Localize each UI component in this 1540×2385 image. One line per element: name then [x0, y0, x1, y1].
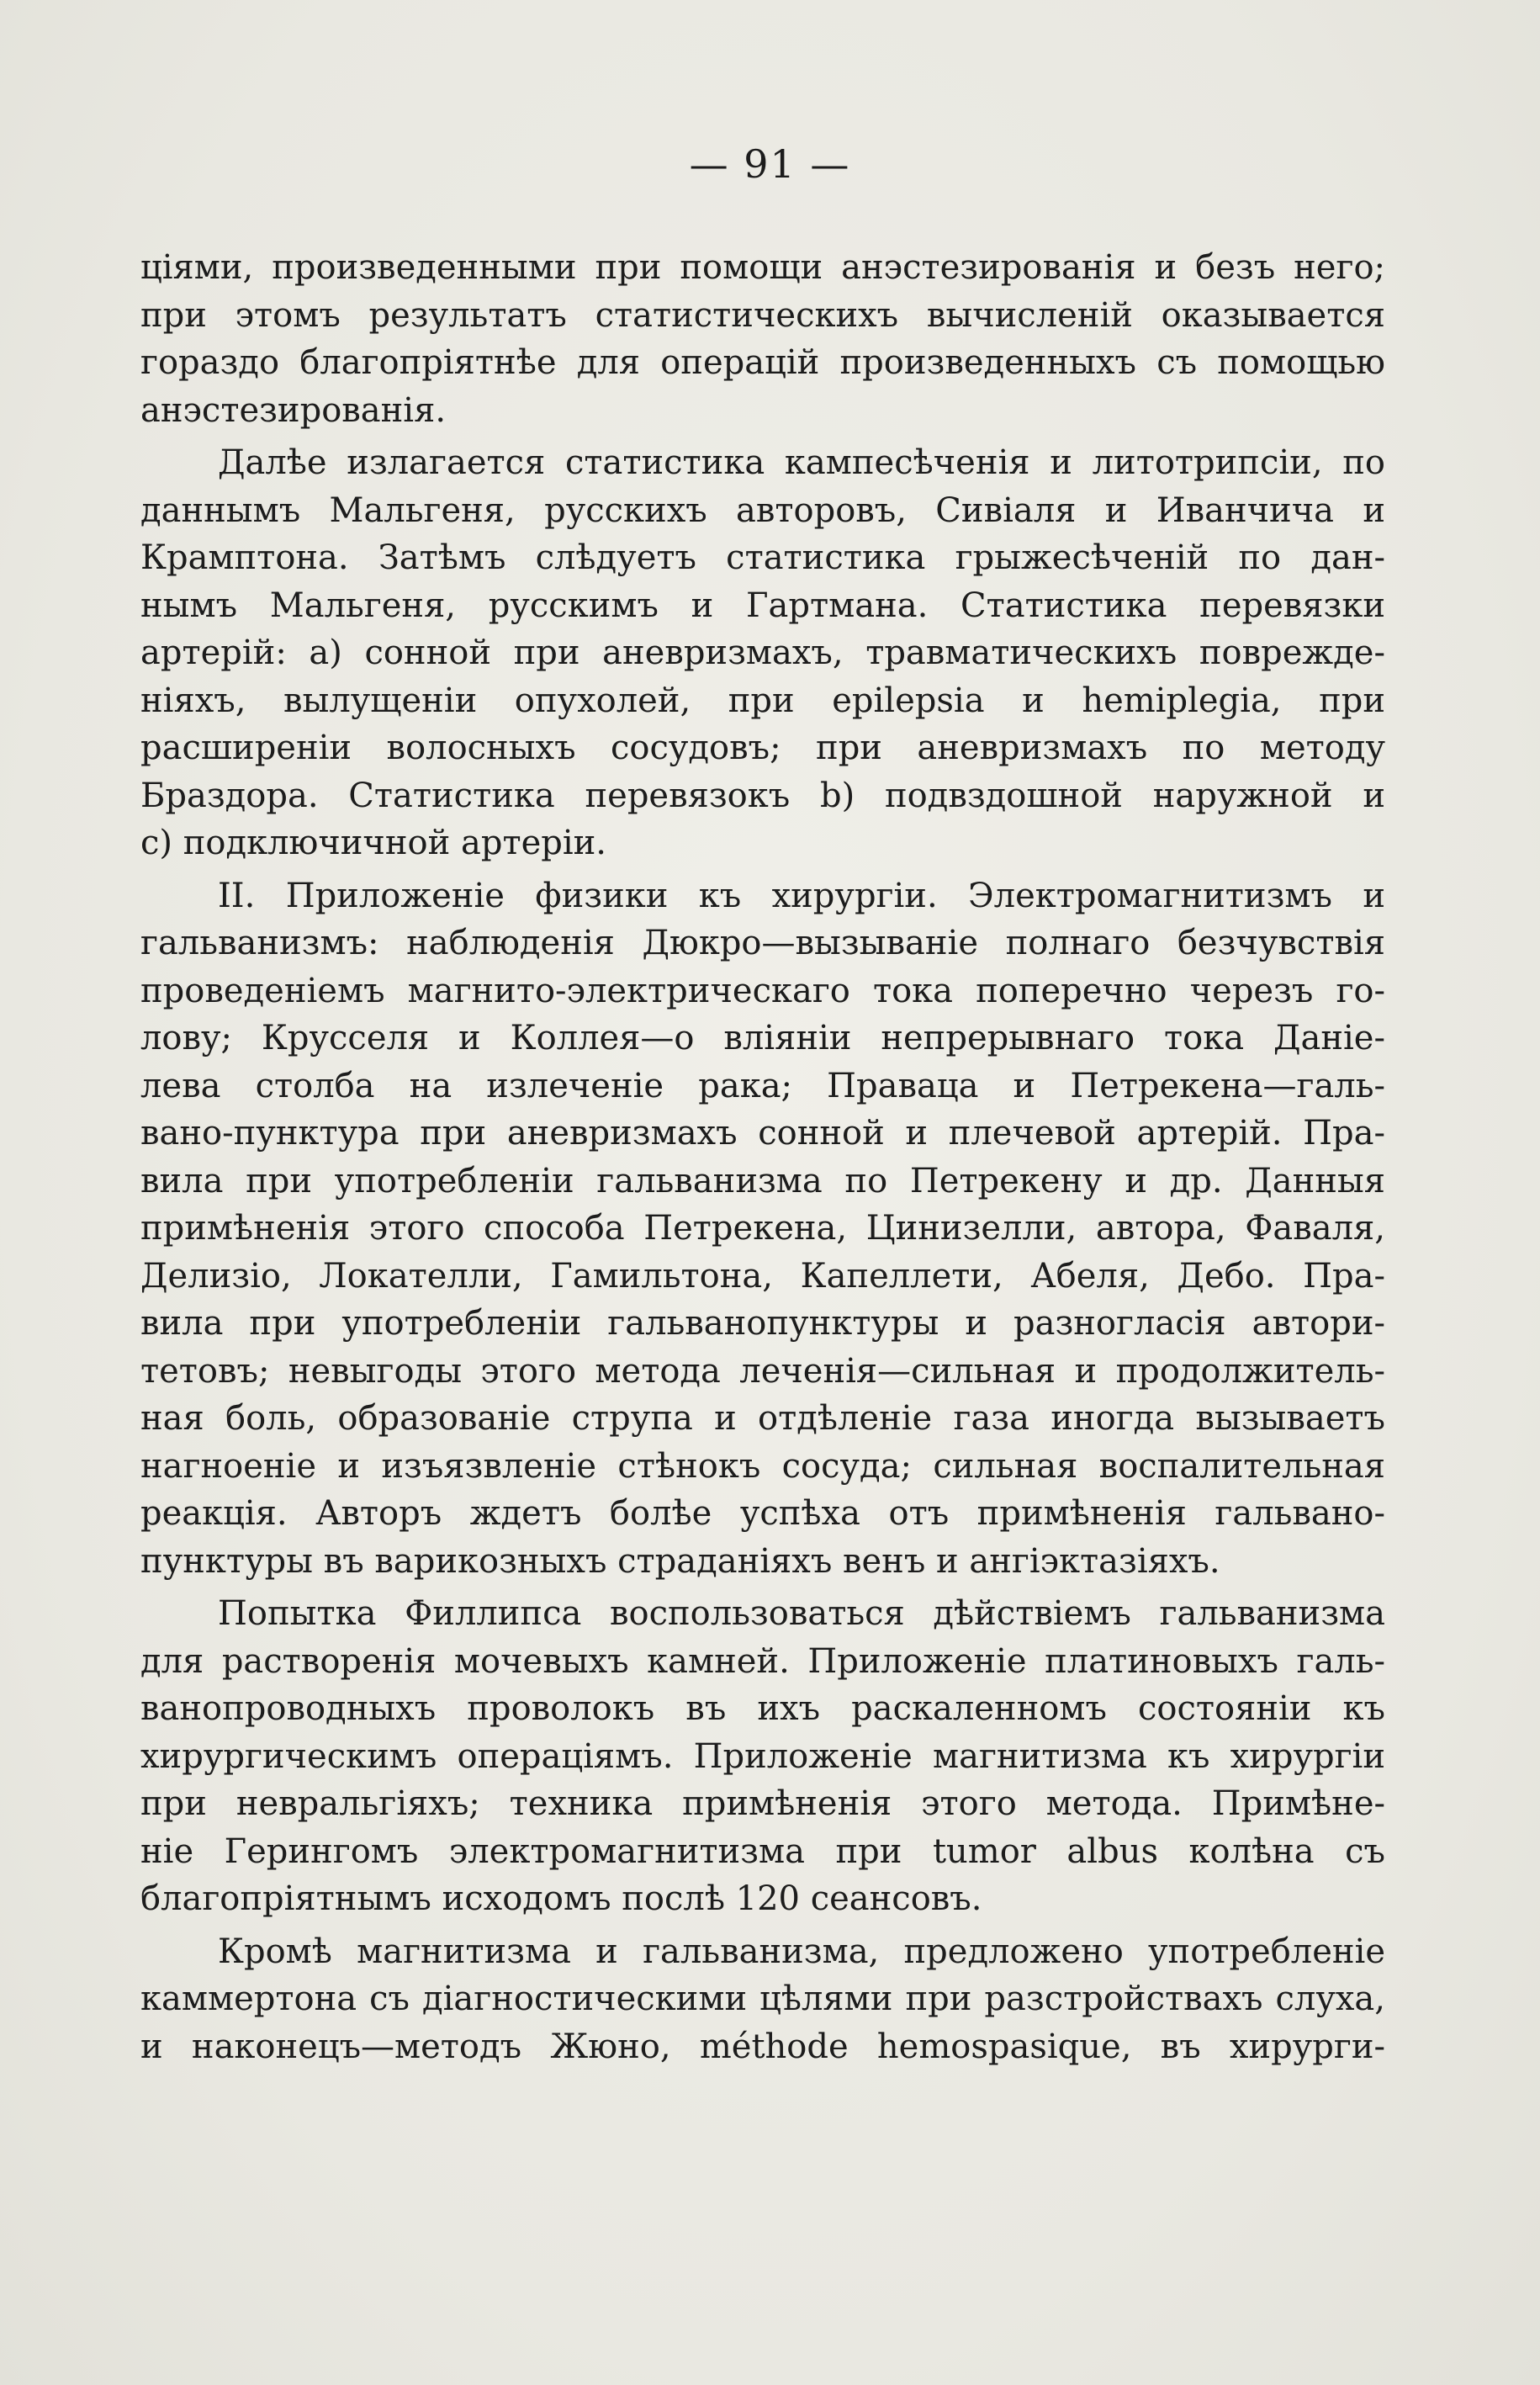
- text-line: проведеніемъ магнито-электрическаго тока поперечно черезъ го-: [140, 971, 1385, 1010]
- paragraph: [140, 1928, 1385, 2071]
- text-line: ніяхъ, вылущеніи опухолей, при epilepsia и hemiplegia, при: [140, 681, 1385, 720]
- text-line: даннымъ Мальгеня, русскихъ авторовъ, Сивіаля и Иванчича и: [140, 490, 1385, 530]
- paragraph: [140, 439, 1385, 867]
- text-line: c) подключичной артеріи.: [140, 824, 607, 862]
- text-line: Далѣе излагается статистика кампесѣченія и литотрипсіи, по: [218, 443, 1385, 482]
- text-line: реакція. Авторъ ждетъ болѣе успѣха отъ примѣненія гальвано-: [140, 1494, 1385, 1533]
- paragraph: [140, 872, 1385, 1586]
- text-line: гальванизмъ: наблюденія Дюкро—вызываніе полнаго безчувствія: [140, 924, 1385, 962]
- paragraph: [140, 1590, 1385, 1923]
- text-line: вила при употребленіи гальванизма по Петрекену и др. Данныя: [140, 1161, 1385, 1200]
- text-line: тетовъ; невыгоды этого метода леченія—сильная и продолжитель-: [140, 1351, 1385, 1391]
- text-line: ванопроводныхъ проволокъ въ ихъ раскаленномъ состояніи къ: [140, 1689, 1385, 1728]
- text-line: артерій: а) сонной при аневризмахъ, травматическихъ поврежде-: [140, 633, 1385, 672]
- text-line: расширеніи волосныхъ сосудовъ; при аневризмахъ по методу: [140, 729, 1385, 767]
- text-line: благопріятнымъ исходомъ послѣ 120 сеансовъ.: [140, 1879, 982, 1918]
- text-line: Кромѣ магнитизма и гальванизма, предложено употребленіе: [218, 1932, 1385, 1971]
- text-line: нагноеніе и изъязвленіе стѣнокъ сосуда; сильная воспалительная: [140, 1446, 1385, 1486]
- text-line: примѣненія этого способа Петрекена, Цинизелли, автора, Фаваля,: [140, 1209, 1385, 1248]
- text-line: при невральгіяхъ; техника примѣненія этого метода. Примѣне-: [140, 1784, 1385, 1823]
- text-line: для растворенія мочевыхъ камней. Приложеніе платиновыхъ галь-: [140, 1641, 1385, 1681]
- text-line: Крамптона. Затѣмъ слѣдуетъ статистика грыжесѣченій по дан-: [140, 538, 1385, 577]
- text-line: и наконецъ—методъ Жюно, méthode hemospasique, въ хирурги-: [140, 2027, 1385, 2066]
- paragraph: [140, 244, 1385, 434]
- text-line: нымъ Мальгеня, русскимъ и Гартмана. Статистика перевязки: [140, 586, 1385, 625]
- text-line: вила при употребленіи гальванопунктуры и разногласія автори-: [140, 1304, 1385, 1343]
- text-line: анэстезированія.: [140, 390, 447, 430]
- text-line: хирургическимъ операціямъ. Приложеніе магнитизма къ хирургіи: [140, 1736, 1385, 1776]
- text-line: ціями, произведенными при помощи анэстезированія и безъ него;: [140, 248, 1385, 287]
- text-line: при этомъ результатъ статистическихъ вычисленій оказывается: [140, 295, 1385, 335]
- text-line: II. Приложеніе физики къ хирургіи. Электромагнитизмъ и: [218, 876, 1385, 915]
- text-line: ніе Герингомъ электромагнитизма при tumor albus колѣна съ: [140, 1831, 1385, 1871]
- text-line: ная боль, образованіе струпа и отдѣленіе газа иногда вызываетъ: [140, 1399, 1385, 1438]
- page-number: — 91 —: [689, 141, 851, 187]
- text-line: лева столба на излеченіе рака; Правацa и Петрекена—галь-: [140, 1066, 1385, 1105]
- text-line: Браздора. Статистика перевязокъ b) подвздошной наружной и: [140, 776, 1385, 815]
- text-line: Делизіо, Локателли, Гамильтона, Капеллети, Абеля, Дебо. Пра-: [140, 1256, 1385, 1296]
- text-line: пунктуры въ варикозныхъ страданіяхъ венъ и ангіэктазіяхъ.: [140, 1541, 1220, 1581]
- text-line: каммертона съ діагностическими цѣлями при разстройствахъ слуха,: [140, 1980, 1385, 2018]
- text-line: вано-пунктура при аневризмахъ сонной и плечевой артерій. Пра-: [140, 1114, 1385, 1153]
- text-line: лову; Крусселя и Коллея—о вліяніи непрерывнаго тока Даніе-: [140, 1019, 1385, 1057]
- text-line: Попытка Филлипса воспользоваться дѣйствіемъ гальванизма: [218, 1594, 1385, 1633]
- text-line: гораздо благопріятнѣе для операцій произведенныхъ съ помощью: [140, 343, 1385, 382]
- body-text: [140, 244, 1385, 2070]
